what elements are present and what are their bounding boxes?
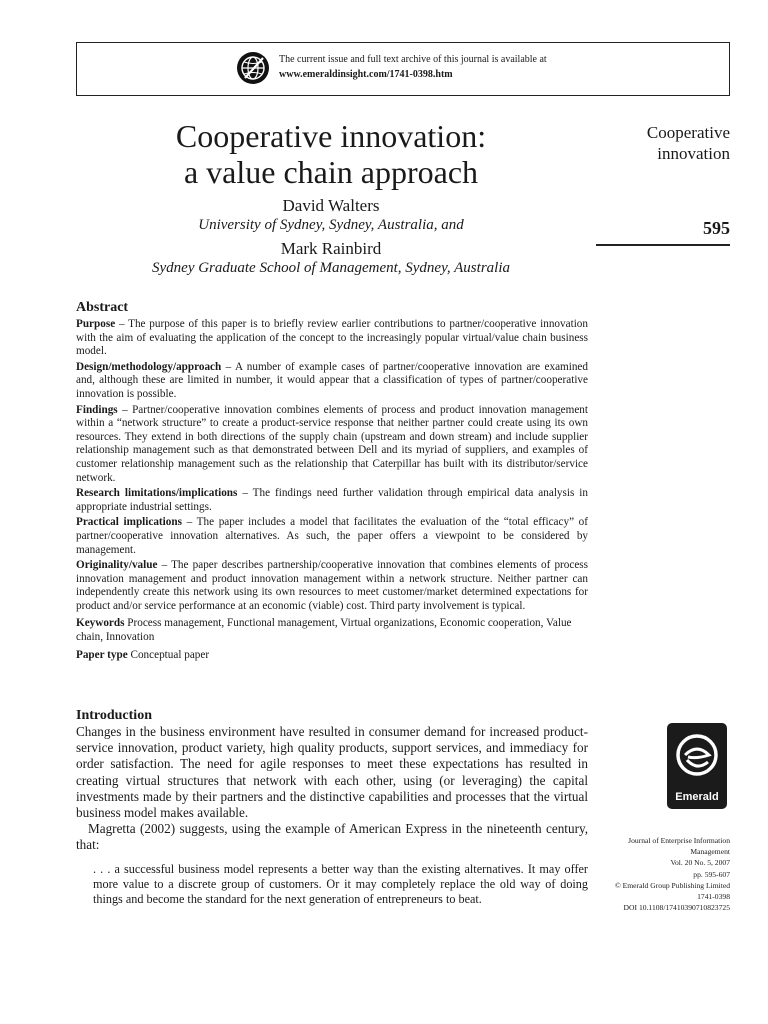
author-1: David Walters (282, 196, 380, 215)
abstract-research (76, 487, 588, 514)
design-label: Design/methodology/approach (76, 360, 222, 373)
sidebar-divider (596, 244, 730, 246)
journal-availability-box (76, 42, 730, 96)
paper-title (76, 118, 586, 190)
findings-text: – Partner/cooperative innovation combines elements of process and product innovation management within a “network structure” to create a product-service response that neither partner could create using its own resources. They extend in both directions of the supply chain (upstream and down stream) and include supplier relationship management such as that demonstrated between Dell and its myriad of suppliers, and examples of customer relationship management such as the relationship that Caterpillar has built with its distributor/service network. (76, 403, 588, 484)
practical-text: – The paper includes a model that facilitates the evaluation of the “total efficacy” of partner/cooperative innovation alternatives. As such, the paper offers a viewpoint to be considered by management. (76, 516, 589, 556)
introduction-paragraph-1: Changes in the business environment have resulted in consumer demand for increased product-service innovation, product variety, high quality products, support services, and immediacy for order satisfaction. The need for agile responses to meet these expectations has resulted in creating virtual structures that network with each other, using (or leveraging) the capital investments made by their partners and the distinctive capabilities and processes that the virtual business model makes available. (76, 724, 588, 821)
globe-icon (236, 51, 270, 85)
emerald-logo-icon (667, 723, 727, 809)
keywords-label: Keywords (76, 617, 125, 630)
journal-name-line-2: Management (690, 847, 730, 857)
affiliation-1: University of Sydney, Sydney, Australia, and (198, 217, 464, 233)
findings-label: Findings (76, 403, 118, 416)
title-line-1: Cooperative innovation: (175, 118, 487, 154)
originality-text: – The paper describes partnership/cooperative innovation that combines elements of process innovation management and product innovation management within a network structure. Neither partner can independently create this network using its own resources to meet customer/market determined expectations for product and/or service performance at an economic (viable) cost. Third party involvement is typical. (76, 559, 588, 612)
introduction-section (76, 707, 588, 907)
running-title-line-2: innovation (657, 144, 730, 163)
emerald-logo-word: Emerald (675, 791, 719, 803)
abstract-purpose (76, 318, 588, 359)
running-title-line-1: Cooperative (646, 123, 730, 142)
abstract-findings (76, 404, 588, 486)
research-text: – The findings need further validation through empirical data analysis in appropriate industrial settings. (76, 487, 588, 513)
paper-type-text: Conceptual paper (127, 648, 210, 661)
copyright-line: © Emerald Group Publishing Limited (614, 880, 730, 890)
introduction-paragraph-2: Magretta (2002) suggests, using the example of American Express in the nineteenth century, that: (76, 821, 588, 853)
availability-text: The current issue and full text archive of this journal is available at (279, 54, 547, 65)
citation-block (615, 835, 730, 913)
practical-label: Practical implications (76, 516, 182, 529)
block-quote: . . . a successful business model represents a better way than the existing alternatives. It may offer more value to a discrete group of customers. Or it may completely replace the old way of doing things and become the standard for the next generation of entrepreneurs to beat. (93, 861, 588, 907)
issn: 1741-0398 (697, 892, 730, 902)
abstract-practical (76, 516, 588, 557)
purpose-label: Purpose (76, 318, 116, 330)
design-text: – A number of example cases of partner/cooperative innovation are examined and, although these are limited in number, it would appear that a classification of types of partner/cooperative innovation is possible. (76, 360, 588, 400)
affiliation-2: Sydney Graduate School of Management, Sydney, Australia (152, 260, 510, 276)
volume-info: Vol. 20 No. 5, 2007 (670, 858, 730, 868)
abstract-keywords (76, 617, 588, 644)
running-title (647, 122, 730, 164)
originality-label: Originality/value (76, 559, 158, 572)
introduction-heading: Introduction (76, 708, 152, 723)
doi: DOI 10.1108/17410390710823725 (623, 903, 730, 913)
author-2: Mark Rainbird (280, 239, 382, 258)
abstract-heading: Abstract (76, 300, 129, 315)
journal-name-line-1: Journal of Enterprise Information (628, 836, 730, 845)
journal-url-link[interactable]: www.emeraldinsight.com/1741-0398.htm (279, 69, 453, 80)
abstract-section (76, 299, 588, 664)
keywords-text: Process management, Functional management, Virtual organizations, Economic cooperation, Value chain, Innovation (76, 617, 572, 644)
paper-type-label: Paper type (76, 648, 128, 661)
abstract-paper-type (76, 649, 588, 663)
purpose-text: – The purpose of this paper is to briefly review earlier contributions to partner/cooperative innovation with the aim of evaluating the application of the concept to the increasingly popular virtual/value chain business model. (76, 318, 588, 358)
title-line-2: a value chain approach (183, 154, 479, 190)
page-range: pp. 595-607 (693, 869, 730, 879)
research-label: Research limitations/implications (76, 487, 238, 500)
page-number: 595 (703, 218, 730, 238)
abstract-design (76, 361, 588, 402)
abstract-originality (76, 559, 588, 613)
